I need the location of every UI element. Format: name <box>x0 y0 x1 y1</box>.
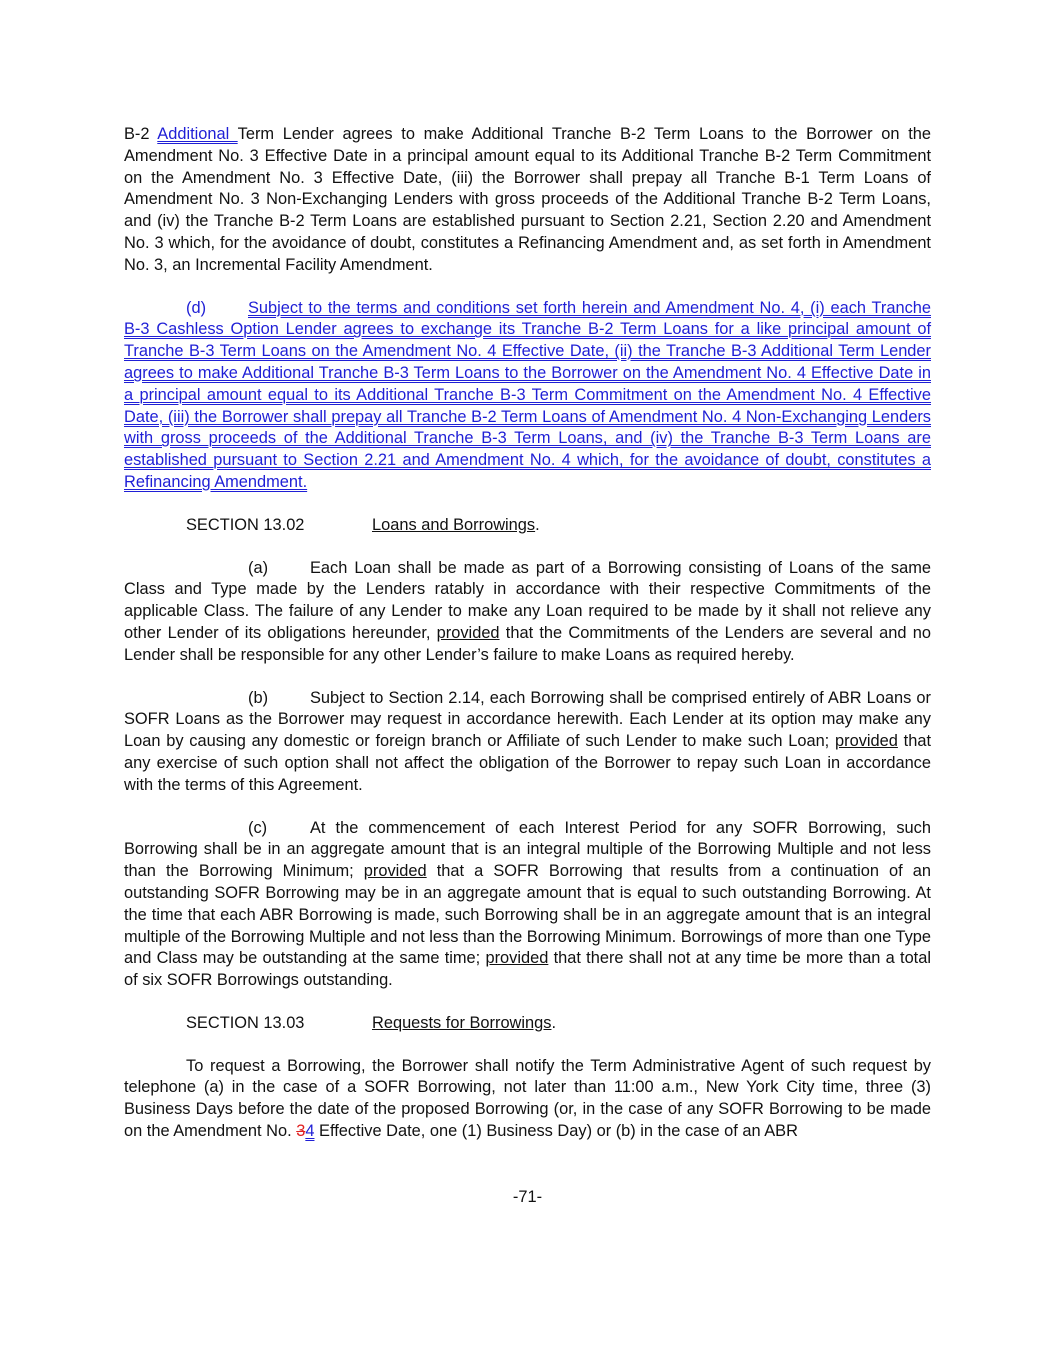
document-page <box>124 124 931 1164</box>
text-run: Effective Date, one (1) Business Day) or (b) in the case of an ABR <box>314 1122 798 1141</box>
text-run: Subject to Section 2.14, each Borrowing shall be comprised entirely of ABR Loans or SOFR Loans as the Borrower may request in accordance herewith. Each Lender at its option may make any Loan by causing any domestic or foreign branch or Affiliate of such Lender to make such Loan; <box>124 688 931 751</box>
paragraph-b <box>124 688 931 797</box>
inserted-text: Subject to the terms and conditions set forth herein and Amendment No. 4, (i) each Tranche B-3 Cashless Option Lender agrees to exchange its Tranche B-2 Term Loans for a like principal amount of Tranche B-3 Term Loans on the Amendment No. 4 Effective Date, (ii) the Tranche B-3 Additional Term Lender agrees to make Additional Tranche B-3 Term Loans to the Borrower on the Amendment No. 4 Effective Date in a principal amount equal to its Additional Tranche B-3 Term Commitment on the Amendment No. 4 Effective Date, (iii) the Borrower shall prepay all Tranche B-2 Term Loans of Amendment No. 4 Non-Exchanging Lenders with gross proceeds of the Additional Tranche B-3 Term Loans, and (iv) the Tranche B-3 Term Loans are established pursuant to Section 2.21 and Amendment No. 4 which, for the avoidance of doubt, constitutes a Refinancing Amendment. <box>124 298 931 491</box>
section-number: SECTION 13.02 <box>186 515 305 534</box>
text-run: To request a Borrowing, the Borrower shall notify the Term Administrative Agent of such request by telephone (a) in the case of a SOFR Borrowing, not later than 11:00 a.m., New York City time, three (3) Business Days before the date of the proposed Borrowing (or, in the case of any SOFR Borrowing to be made on the Amendment No. <box>124 1056 931 1141</box>
inserted-text: Additional <box>157 125 238 143</box>
text-run: Each Loan shall be made as part of a Borrowing consisting of Loans of the same Class and Type made by the Lenders ratably in accordance with their respective Commitments of the applicable Class. The failure of any Lender to make any Loan required to be made by it shall not relieve any other Lender of its obligations hereunder, <box>124 558 931 642</box>
section-period: . <box>551 1013 557 1032</box>
clause-label: (b) <box>248 688 269 707</box>
section-period: . <box>535 515 540 534</box>
paragraph-a <box>124 558 931 667</box>
text-run: that there shall not at any time be more than a total of six SOFR Borrowings outstanding. <box>124 949 931 990</box>
text-run: At the commencement of each Interest Period for any SOFR Borrowing, such Borrowing shall be in an aggregate amount that is an integral multiple of the Borrowing Multiple and not less than the Borrowing Minimum; <box>124 818 931 881</box>
clause-label: (a) <box>248 558 269 577</box>
underlined-term: provided <box>363 862 427 881</box>
text-run: that any exercise of such option shall not affect the obligation of the Borrower to repay such Loan in accordance with the terms of this Agreement. <box>124 732 931 794</box>
underlined-term: provided <box>835 732 898 751</box>
section-heading-13-02 <box>186 515 931 537</box>
text-run: that the Commitments of the Lenders are several and no Lender shall be responsible for any other Lender’s failure to make Loans as required hereby. <box>124 623 931 664</box>
paragraph-c <box>124 818 931 992</box>
section-number: SECTION 13.03 <box>186 1013 305 1032</box>
inserted-text: 4 <box>305 1122 315 1141</box>
section-heading-13-03 <box>186 1013 931 1035</box>
underlined-term: provided <box>485 949 549 968</box>
section-title: Loans and Borrowings <box>372 515 536 534</box>
underlined-term: provided <box>436 623 500 642</box>
page-number: -71- <box>512 1188 543 1206</box>
text-run: that a SOFR Borrowing that results from a continuation of an outstanding SOFR Borrowing may be in an aggregate amount that is equal to such outstanding Borrowing. At the time that each ABR Borrowing is made, such Borrowing shall be in an aggregate amount that is an integral multiple of the Borrowing Multiple and not less than the Borrowing Minimum. Borrowings of more than one Type and Class may be outstanding at the same time; <box>124 862 931 968</box>
deleted-text: 3 <box>296 1122 306 1141</box>
paragraph-d-inserted <box>124 298 931 494</box>
paragraph-continued <box>124 124 931 277</box>
text-run: Term Lender agrees to make Additional Tranche B-2 Term Loans to the Borrower on the Amendment No. 3 Effective Date in a principal amount equal to its Additional Tranche B-2 Term Commitment on the Amendment No. 3 Effective Date, (iii) the Borrower shall prepay all Tranche B-1 Term Loans of Amendment No. 3 Non-Exchanging Lenders with gross proceeds of the Additional Tranche B-2 Term Loans, and (iv) the Tranche B-2 Term Loans are established pursuant to Section 2.21, Section 2.20 and Amendment No. 3 which, for the avoidance of doubt, constitutes a Refinancing Amendment and, as set forth in Amendment No. 3, an Incremental Facility Amendment. <box>124 125 932 274</box>
section-title: Requests for Borrowings <box>372 1013 552 1032</box>
text-run: B-2 <box>124 125 158 143</box>
paragraph-request <box>124 1056 931 1143</box>
clause-label: (d) <box>186 298 207 317</box>
clause-label: (c) <box>248 818 268 837</box>
